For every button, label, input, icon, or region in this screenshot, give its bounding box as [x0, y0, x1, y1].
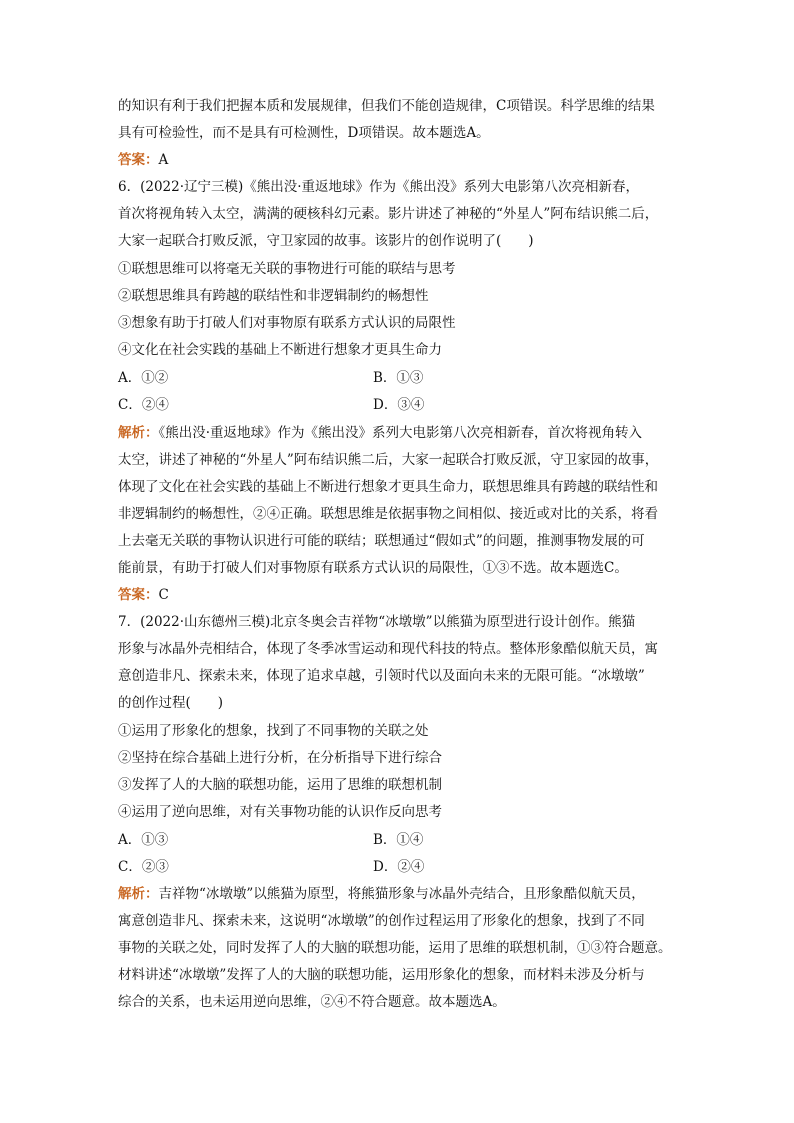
- explanation-label: 解析：: [118, 425, 159, 441]
- question-6-statement-2: ②联想思维具有跨越的联结性和非逻辑制约的畅想性: [118, 288, 429, 304]
- question-6-explanation-5: 上去毫无关联的事物认识进行可能的联结；联想通过“假如式”的问题，推测事物发展的可: [118, 533, 645, 549]
- question-7-line-1: 7．(2022·山东德州三模)北京冬奥会吉祥物“冰墩墩”以熊猫为原型进行设计创作。熊猫: [118, 614, 636, 630]
- question-6-explanation-4: 非逻辑制约的畅想性，②④正确。联想思维是依据事物之间相似、接近或对比的关系，将看: [118, 506, 658, 522]
- intro-line-2: 具有可检验性，而不是具有可检测性，D项错误。故本题选A。: [118, 125, 490, 141]
- question-7-option-d: D．②④: [373, 859, 425, 875]
- question-7-explanation-5: 综合的关系，也未运用逆向思维，②④不符合题意。故本题选A。: [118, 994, 506, 1010]
- question-6-line-3: 大家一起联合打败反派，守卫家园的故事。该影片的创作说明了( ): [118, 233, 534, 249]
- answer-value: C: [158, 587, 169, 603]
- question-6-explanation-3: 体现了文化在社会实践的基础上不断进行想象才更具生命力，联想思维具有跨越的联结性和: [118, 479, 658, 495]
- answer-label: 答案：: [118, 587, 159, 603]
- question-6-explanation-1: [118, 423, 642, 443]
- explanation-text: 吉祥物“冰墩墩”以熊猫为原型，将熊猫形象与冰晶外壳结合，且形象酷似航天员，: [158, 886, 645, 902]
- question-6-explanation-6: 能前景，有助于打破人们对事物原有联系方式认识的局限性，①③不选。故本题选C。: [118, 560, 628, 576]
- question-7-explanation-3: 事物的关联之处，同时发挥了人的大脑的联想功能，运用了思维的联想机制，①③符合题意。: [118, 940, 672, 956]
- question-6-explanation-2: 太空，讲述了神秘的“外星人”阿布结识熊二后，大家一起联合打败反派，守卫家园的故事，: [118, 452, 659, 468]
- question-7-explanation-1: [118, 884, 645, 904]
- answer-value: A: [158, 152, 169, 168]
- question-7-option-c: C．②③: [118, 859, 169, 875]
- question-7-statement-4: ④运用了逆向思维，对有关事物功能的认识作反向思考: [118, 804, 442, 820]
- question-6-statement-3: ③想象有助于打破人们对事物原有联系方式认识的局限性: [118, 315, 456, 331]
- question-7-explanation-4: 材料讲述“冰墩墩”发挥了人的大脑的联想功能，运用形象化的想象，而材料未涉及分析与: [118, 967, 645, 983]
- question-7-line-2: 形象与冰晶外壳相结合，体现了冬季冰雪运动和现代科技的特点。整体形象酷似航天员，寓: [118, 641, 658, 657]
- question-6-line-2: 首次将视角转入太空，满满的硬核科幻元素。影片讲述了神秘的“外星人”阿布结识熊二后，: [118, 206, 659, 222]
- question-7-statement-2: ②坚持在综合基础上进行分析，在分析指导下进行综合: [118, 750, 442, 766]
- explanation-text: 《熊出没·重返地球》作为《熊出没》系列大电影第八次亮相新春，首次将视角转入: [158, 425, 643, 441]
- question-6-option-b: B．①③: [373, 370, 424, 386]
- question-7-option-b: B．①④: [373, 832, 424, 848]
- question-6-option-d: D．③④: [373, 397, 425, 413]
- answer-6: [118, 585, 169, 605]
- question-7-option-a: A．①③: [118, 832, 169, 848]
- question-6-statement-4: ④文化在社会实践的基础上不断进行想象才更具生命力: [118, 342, 442, 358]
- question-6-option-c: C．②④: [118, 397, 169, 413]
- question-7-statement-1: ①运用了形象化的想象，找到了不同事物的关联之处: [118, 723, 429, 739]
- intro-line-1: 的知识有利于我们把握本质和发展规律，但我们不能创造规律，C项错误。科学思维的结果: [118, 98, 655, 114]
- explanation-label: 解析：: [118, 886, 159, 902]
- question-7-statement-3: ③发挥了人的大脑的联想功能，运用了思维的联想机制: [118, 777, 442, 793]
- question-6-statement-1: ①联想思维可以将毫无关联的事物进行可能的联结与思考: [118, 261, 456, 277]
- question-7-line-3: 意创造非凡、探索未来，体现了追求卓越，引领时代以及面向未来的无限可能。“冰墩墩”: [118, 668, 645, 684]
- question-6-option-a: A．①②: [118, 370, 169, 386]
- answer-5: [118, 150, 168, 170]
- question-7-explanation-2: 寓意创造非凡、探索未来，这说明“冰墩墩”的创作过程运用了形象化的想象，找到了不同: [118, 913, 645, 929]
- question-7-line-4: 的创作过程( ): [118, 695, 224, 711]
- answer-label: 答案：: [118, 152, 159, 168]
- question-6-line-1: 6．(2022·辽宁三模)《熊出没·重返地球》作为《熊出没》系列大电影第八次亮相新春，: [118, 179, 640, 195]
